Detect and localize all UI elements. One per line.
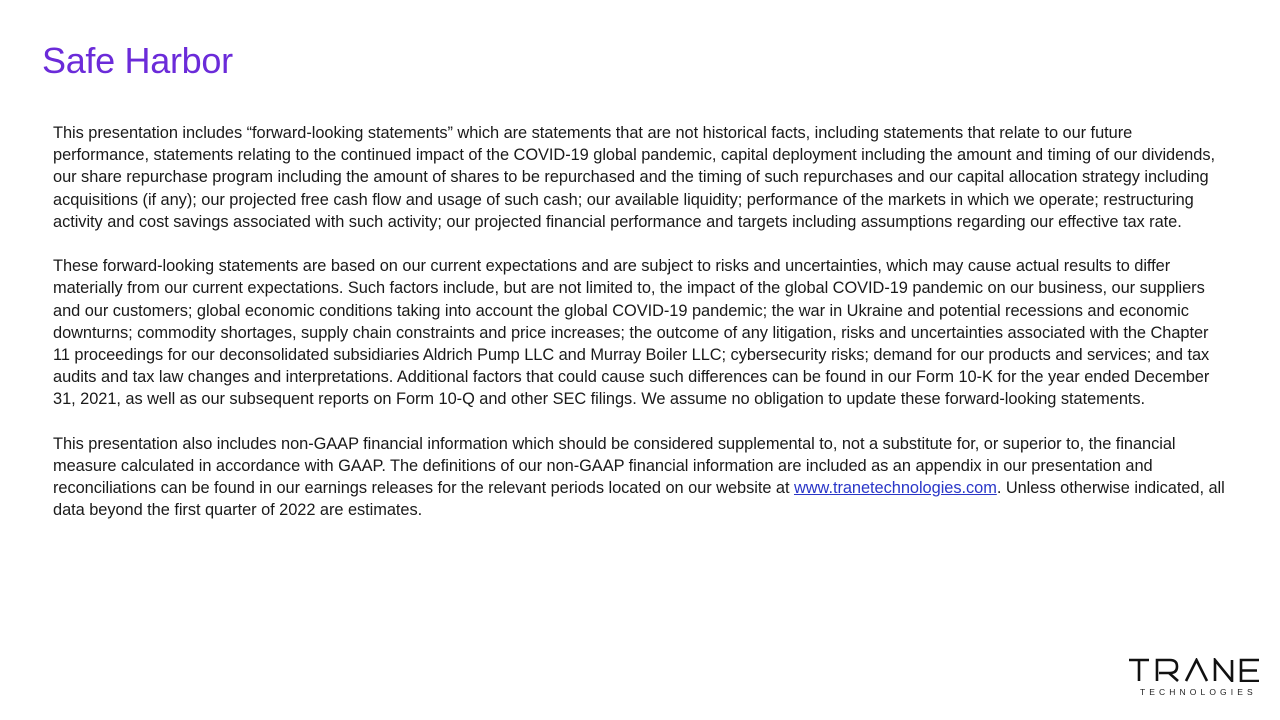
trane-wordmark-logo [1128,658,1260,682]
paragraph-forward-looking: This presentation includes “forward-looking statements” which are statements that are not historical facts, including statements that relate to our future performance, statements relating to the continued impact of the COVID-19 global pandemic, capital deployment including the amount and timing of our dividends, our share repurchase program including the amount of shares to be repurchased and the timing of such repurchases and our capital allocation strategy including acquisitions (if any); our projected free cash flow and usage of such cash; our available liquidity; performance of the markets in which we operate; restructuring activity and cost savings associated with such activity; our projected financial performance and targets including assumptions regarding our effective tax rate. [53,124,1215,231]
non-gaap-text: This presentation also includes non-GAAP financial information which should be considered supplemental to, not a substitute for, or superior to, the financial measure calculated in accordance with GAAP. The definitions of our non-GAAP financial information are included as an appendix in our presentation and reconciliations can be found in our earnings releases for the relevant periods located on our website at [53,434,1176,498]
page-title: Safe Harbor [42,40,233,81]
trane-technologies-logo [1128,658,1260,702]
logo-subtitle: TECHNOLOGIES [1140,687,1257,697]
paragraph-non-gaap [53,433,1225,522]
safe-harbor-body [53,122,1225,544]
website-link[interactable]: www.tranetechnologies.com [793,479,997,498]
estimates-text: . Unless otherwise indicated, all data beyond the first quarter of 2022 are estimates. [53,479,1225,520]
paragraph-risk-factors: These forward-looking statements are based on our current expectations and are subject to risks and uncertainties, which may cause actual results to differ materially from our current expectations. Such factors include, but are not limited to, the impact of the global COVID-19 pandemic on our business, our suppliers and our customers; global economic conditions taking into account the global COVID-19 pandemic; the war in Ukraine and potential recessions and economic downturns; commodity shortages, supply chain constraints and price increases; the outcome of any litigation, risks and uncertainties associated with the Chapter 11 proceedings for our deconsolidated subsidiaries Aldrich Pump LLC and Murray Boiler LLC; cybersecurity risks; demand for our products and services; and tax audits and tax law changes and interpretations. Additional factors that could cause such differences can be found in our Form 10-K for the year ended December 31, 2021, as well as our subsequent reports on Form 10-Q and other SEC filings. We assume no obligation to update these forward-looking statements. [53,257,1210,409]
